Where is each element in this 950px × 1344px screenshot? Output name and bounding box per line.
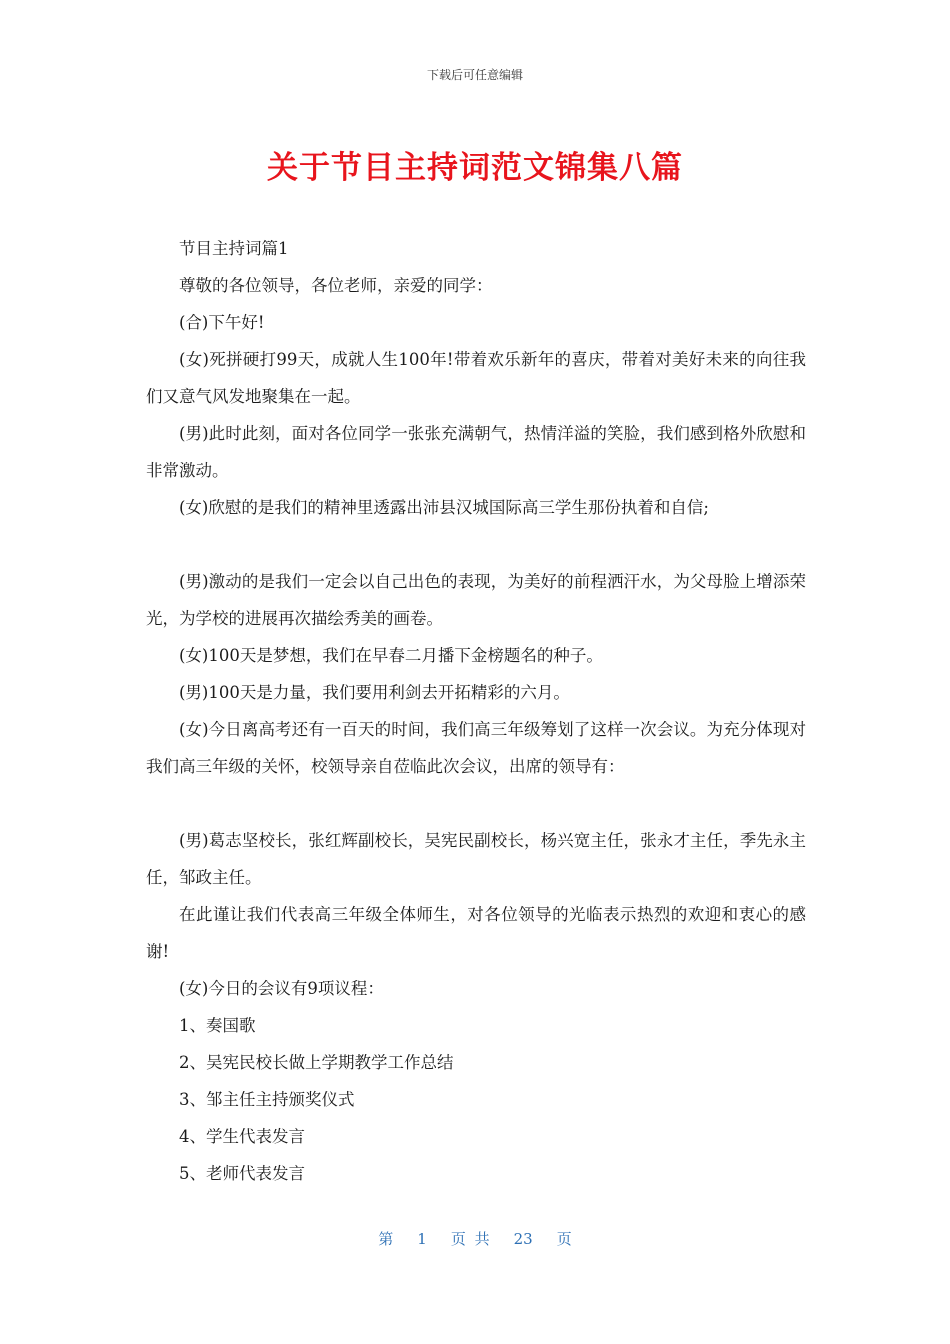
agenda-item: 4、学生代表发言 [179, 1127, 305, 1146]
agenda-item: 2、吴宪民校长做上学期教学工作总结 [179, 1053, 454, 1072]
paragraph: 尊敬的各位领导，各位老师，亲爱的同学： [179, 276, 493, 295]
paragraph: 在此谨让我们代表高三年级全体师生，对各位领导的光临表示热烈的欢迎和衷心的感谢! [146, 905, 806, 961]
total-pages: 23 [513, 1230, 533, 1248]
agenda-item: 5、老师代表发言 [179, 1164, 305, 1183]
footer-ye-gong: 页 共 [450, 1230, 490, 1248]
header-note: 下载后可任意编辑 [426, 68, 523, 82]
paragraph: (男)100天是力量，我们要用利剑去开拓精彩的六月。 [179, 683, 570, 702]
agenda-item: 3、邹主任主持颁奖仪式 [179, 1090, 355, 1109]
paragraph: (男)此时此刻，面对各位同学一张张充满朝气，热情洋溢的笑脸，我们感到格外欣慰和非常激动。 [146, 424, 806, 480]
paragraph: (女)死拼硬打99天，成就人生100年!带着欢乐新年的喜庆，带着对美好未来的向往我们又意气风发地聚集在一起。 [146, 350, 806, 406]
paragraph: (女)100天是梦想，我们在早春二月播下金榜题名的种子。 [179, 646, 603, 665]
paragraph-gap [146, 526, 806, 563]
section-heading: 节目主持词篇1 [179, 239, 289, 258]
paragraph: (男)激动的是我们一定会以自己出色的表现，为美好的前程洒汗水，为父母脸上增添荣光，为学校的进展再次描绘秀美的画卷。 [146, 572, 806, 628]
page-number: 1 [417, 1230, 427, 1248]
document-body [146, 230, 806, 1192]
paragraph-gap [146, 785, 806, 822]
footer-ye: 页 [556, 1230, 572, 1248]
paragraph: (女)今日离高考还有一百天的时间，我们高三年级筹划了这样一次会议。为充分体现对我们高三年级的关怀，校领导亲自莅临此次会议，出席的领导有： [146, 720, 806, 776]
document-title: 关于节目主持词范文锦集八篇 [267, 150, 683, 186]
paragraph: (女)今日的会议有9项议程： [179, 979, 384, 998]
page-footer [0, 1228, 950, 1249]
paragraph: (合)下午好! [179, 313, 265, 332]
paragraph: (男)葛志坚校长，张红辉副校长，吴宪民副校长，杨兴宽主任，张永才主任，季先永主任，邹政主任。 [146, 831, 806, 887]
agenda-item: 1、奏国歌 [179, 1016, 256, 1035]
paragraph: (女)欣慰的是我们的精神里透露出沛县汉城国际高三学生那份执着和自信; [179, 498, 709, 517]
footer-di: 第 [378, 1230, 394, 1248]
